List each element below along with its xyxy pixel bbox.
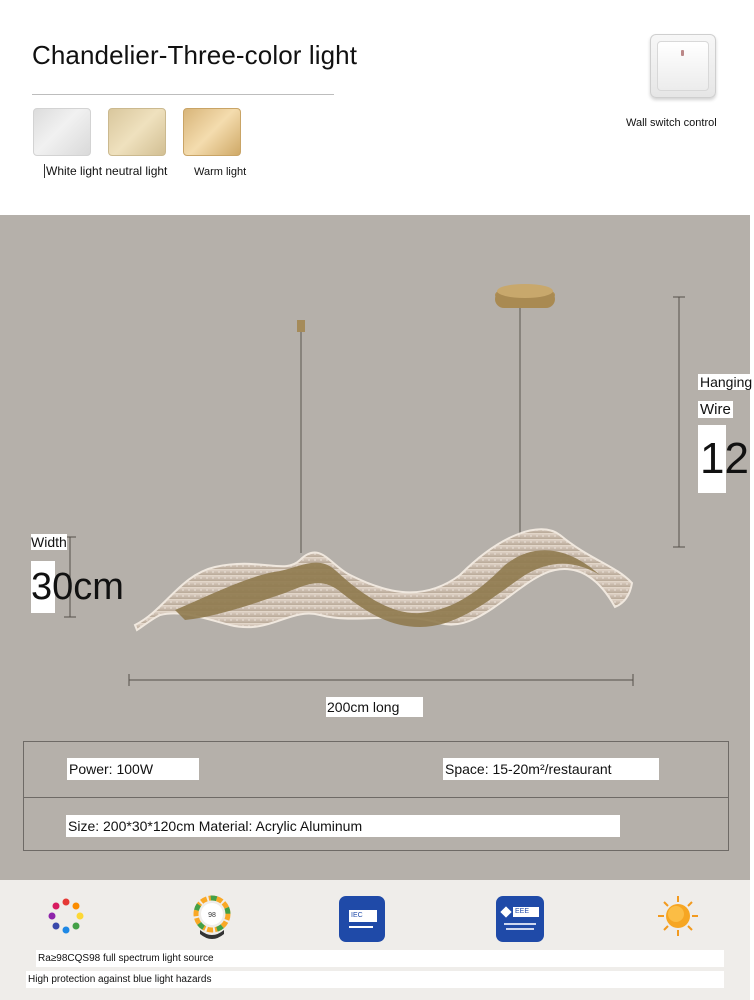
- iec-badge-text: IEC: [349, 910, 377, 922]
- width-label: Width: [31, 534, 67, 550]
- width-value-box: [31, 561, 124, 613]
- warm-light-swatch[interactable]: [183, 108, 241, 156]
- sun-icon: [656, 894, 700, 938]
- product-image-area: [0, 215, 753, 880]
- svg-text:98: 98: [208, 912, 216, 919]
- hanging-label-line2: Wire: [700, 401, 731, 418]
- hanging-value: 12: [698, 425, 726, 493]
- title-divider: [32, 94, 334, 95]
- eee-badge-text: EEE: [513, 907, 539, 917]
- color-wheel-icon: [44, 894, 88, 938]
- hanging-label-line1: Hanging: [700, 374, 753, 390]
- eee-badge-icon: [496, 896, 544, 942]
- length-label: 200cm long: [326, 697, 423, 717]
- spec-size-material: Size: 200*30*120cm Material: Acrylic Aluminum: [66, 815, 620, 837]
- feature-strip: [0, 880, 750, 1000]
- wall-switch-icon: [650, 34, 716, 98]
- white-light-swatch[interactable]: [33, 108, 91, 156]
- spec-table: [23, 741, 729, 851]
- spec-space: Space: 15-20m²/restaurant: [443, 758, 659, 780]
- header-section: [0, 0, 750, 215]
- cri-dial-icon: [190, 894, 234, 942]
- swatch-label-warm: Warm light: [194, 166, 247, 178]
- swatch-label-white-neutral: White light neutral light: [46, 164, 168, 178]
- spec-divider: [24, 797, 728, 798]
- feature-text-blue-light: High protection against blue light hazards: [26, 971, 724, 988]
- wall-switch-label: Wall switch control: [626, 117, 717, 129]
- iec-badge-icon: [339, 896, 385, 942]
- spec-power: Power: 100W: [67, 758, 199, 780]
- page-title: Chandelier-Three-color light: [32, 40, 358, 70]
- width-value: 30cm: [31, 566, 124, 608]
- wire-clip: [297, 320, 305, 332]
- neutral-light-swatch[interactable]: [108, 108, 166, 156]
- feature-text-spectrum: Ra≥98CQS98 full spectrum light source: [36, 950, 724, 967]
